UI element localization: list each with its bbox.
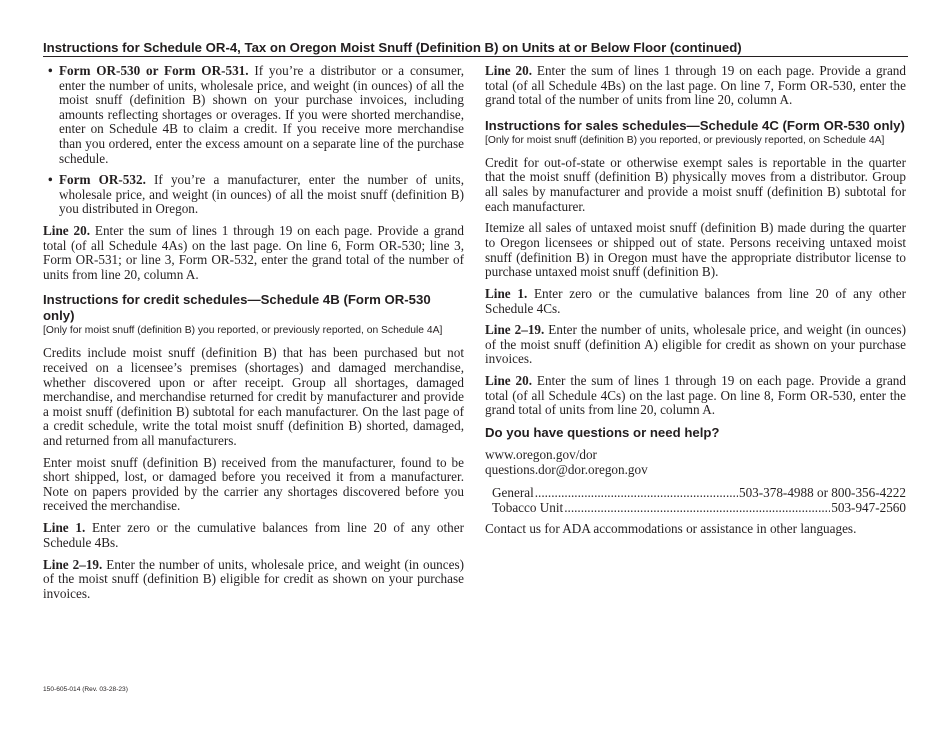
line-20-paragraph	[43, 224, 464, 282]
line-lead: Line 20.	[485, 63, 533, 78]
bullet-lead: Form OR-530 or Form OR-531.	[59, 63, 249, 78]
line-lead: Line 2–19.	[485, 322, 545, 338]
email-link[interactable]: questions.dor@dor.oregon.gov	[485, 462, 648, 478]
line-lead: Line 20.	[43, 222, 91, 238]
line-2-19-paragraph	[43, 558, 464, 602]
phone-number: 503-378-4988 or 800-356-4222	[738, 485, 906, 501]
line-1-paragraph	[43, 521, 464, 550]
line-text: Enter zero or the cumulative balances from line 20 of any other Schedule 4Cs.	[485, 285, 906, 316]
credit-paragraph: Credits include moist snuff (definition B) that has been purchased but not received on a licensee’s premises (shortages) and damaged merchandise, whether discovered upon or after receipt. Group all shortages, damaged merchandise, and merchandise returned for credit by manufacturer and provide a moist snuff (definition B) subtotal for each manufacturer. On the last page of a credit schedule, write the total moist snuff (definition B) shorted, damaged, and returned from all manufacturers.	[43, 345, 464, 448]
line-lead: Line 2–19.	[43, 556, 103, 572]
phone-row-tobacco-unit	[492, 500, 906, 515]
bullet-lead: Form OR-532.	[59, 172, 146, 188]
credit-schedules-note: [Only for moist snuff (definition B) you reported, or previously reported, on Schedule 4A]	[43, 325, 443, 337]
page-title: Instructions for Schedule OR-4, Tax on Oregon Moist Snuff (Definition B) on Units at or Below Floor (continued)	[43, 40, 908, 57]
bullet-text: If you’re a distributor or a consumer, enter the number of units, wholesale price, and weight (in ounces) of all the moist snuff (definition B) shown on your purchase invoices, including amounts reflecting shortages or overages. If you were shorted merchandise, enter on Schedule 4B to claim a credit. If you receive more merchandise than you ordered, enter the excess amount on a separate line of the purchase schedule.	[59, 63, 464, 166]
bullet-icon: •	[48, 172, 53, 188]
bullet-icon: •	[48, 63, 53, 78]
sales-paragraph: Itemize all sales of untaxed moist snuff (definition B) made during the quarter to Oregon licensees or shipped out of state. Persons receiving untaxed moist snuff (definition B) in Oregon must have the appropriate distributor license to purchase untaxed moist snuff (definition B).	[485, 220, 906, 280]
leader-dots	[564, 500, 830, 515]
list-item	[43, 173, 464, 217]
phone-label: General	[492, 485, 534, 501]
line-20-paragraph	[485, 374, 906, 418]
phone-row-general	[492, 485, 906, 500]
credit-paragraph: Enter moist snuff (definition B) received from the manufacturer, found to be short shipped, lost, or damaged before you received it from a manufacturer. Note on papers provided by the carrier any shortages discovered before you received the merchandise.	[43, 454, 464, 514]
line-lead: Line 20.	[485, 373, 533, 389]
right-column	[485, 64, 906, 544]
leader-dots	[535, 485, 738, 500]
line-text: Enter the number of units, wholesale price, and weight (in ounces) of the moist snuff (definition A) eligible for credit as shown on your purchase invoices.	[485, 322, 906, 367]
contact-links	[485, 447, 906, 477]
sales-paragraph: Credit for out-of-state or otherwise exempt sales is reportable in the quarter that the moist snuff (definition B) physically moves from a distributor. Group all sales by manufacturer and provide a moist snuff (definition B) subtotal for each manufacturer.	[485, 154, 906, 214]
line-text: Enter the number of units, wholesale price, and weight (in ounces) of the moist snuff (definition B) eligible for credit as shown on your purchase invoices.	[43, 556, 464, 601]
phone-label: Tobacco Unit	[492, 500, 564, 516]
line-lead: Line 1.	[485, 285, 528, 301]
form-bullet-list	[43, 64, 464, 217]
bullet-text: If you’re a manufacturer, enter the number of units, wholesale price, and weight (in ounces) of all the moist snuff (definition B) you distributed in Oregon.	[59, 172, 464, 217]
list-item	[43, 64, 464, 166]
sales-schedules-note: [Only for moist snuff (definition B) you reported, or previously reported, on Schedule 4A]	[485, 134, 885, 146]
line-text: Enter zero or the cumulative balances from line 20 of any other Schedule 4Bs.	[43, 520, 464, 550]
left-column	[43, 64, 464, 609]
phone-number: 503-947-2560	[831, 500, 906, 516]
line-text: Enter the sum of lines 1 through 19 on each page. Provide a grand total (of all Schedule 4As) on the last page. On line 6, Form OR-530; line 3, Form OR-531; or line 3, Form OR-532, enter the grand total of the number of units from line 20, column A.	[43, 222, 464, 282]
line-lead: Line 1.	[43, 520, 86, 536]
line-20-paragraph	[485, 64, 906, 108]
line-1-paragraph	[485, 287, 906, 316]
form-revision-id: 150-605-014 (Rev. 03-28-23)	[43, 686, 128, 693]
website-link[interactable]: www.oregon.gov/dor	[485, 447, 597, 463]
ada-note: Contact us for ADA accommodations or assistance in other languages.	[485, 521, 857, 537]
phone-list	[492, 485, 906, 515]
line-text: Enter the sum of lines 1 through 19 on each page. Provide a grand total (of all Schedule 4Cs) on the last page. On line 8, Form OR-530, enter the grand total of units from line 20, column A.	[485, 373, 906, 418]
line-text: Enter the sum of lines 1 through 19 on each page. Provide a grand total (of all Schedule 4Bs) on the last page. On line 7, Form OR-530, enter the grand total of the number of units from line 20, column A.	[485, 63, 906, 108]
help-heading: Do you have questions or need help?	[485, 425, 720, 441]
line-2-19-paragraph	[485, 323, 906, 367]
sales-schedules-heading: Instructions for sales schedules—Schedule 4C (Form OR-530 only)	[485, 117, 905, 133]
credit-schedules-heading: Instructions for credit schedules—Schedule 4B (Form OR-530 only)	[43, 292, 431, 324]
